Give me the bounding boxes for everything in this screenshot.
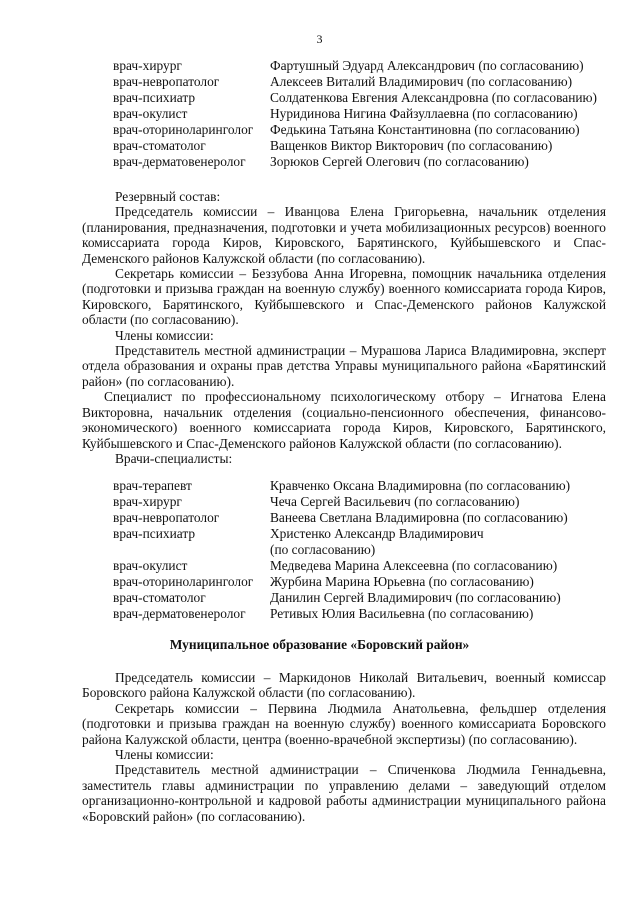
- main-specialists-list: [113, 58, 623, 170]
- borovsk-section: [82, 670, 606, 824]
- doctor-role: врач-стоматолог: [113, 590, 206, 605]
- specialist-role: врач-оториноларинголог: [113, 122, 254, 137]
- specialist-name: Солдатенкова Евгения Александровна (по согласованию): [270, 90, 597, 105]
- specialist-row: [113, 74, 623, 90]
- doctor-name: Медведева Марина Алексеевна (по согласованию): [270, 558, 558, 573]
- doctor-role: врач-терапевт: [113, 478, 192, 493]
- specialist-name: Федькина Татьяна Константиновна (по согласованию): [270, 122, 580, 137]
- doctor-name: (по согласованию): [270, 542, 376, 557]
- reserve-doctors-list: [113, 478, 623, 622]
- specialist-row: [113, 122, 623, 138]
- specialist-row: [113, 106, 623, 122]
- specialist-name: Ващенков Виктор Викторович (по согласованию): [270, 138, 553, 153]
- borovsk-admin-rep: Представитель местной администрации – Спиченкова Людмила Геннадьевна, заместитель главы администрации по управлению делами – заведующий отделом организационно-контрольной и кадровой работы администрации муниципального района «Боровский район» (по согласованию).: [82, 762, 606, 824]
- specialist-role: врач-окулист: [113, 106, 188, 121]
- doctor-name: Христенко Александр Владимирович: [270, 526, 484, 541]
- specialist-role: врач-невропатолог: [113, 74, 220, 89]
- specialist-row: [113, 90, 623, 106]
- doctor-role: врач-оториноларинголог: [113, 574, 254, 589]
- doctor-name: Журбина Марина Юрьевна (по согласованию): [270, 574, 534, 589]
- doctor-row-continued: [113, 542, 623, 558]
- doctor-name: Чеча Сергей Васильевич (по согласованию): [270, 494, 520, 509]
- section-heading-borovsk: Муниципальное образование «Боровский район»: [169, 637, 470, 652]
- reserve-title: Резервный состав:: [115, 189, 221, 204]
- reserve-section: [82, 189, 606, 466]
- specialist-row: [113, 138, 623, 154]
- doctor-row: [113, 478, 623, 494]
- doctor-role: [113, 542, 270, 558]
- doctor-name: Ванеева Светлана Владимировна (по согласованию): [270, 510, 568, 525]
- reserve-secretary: Секретарь комиссии – Беззубова Анна Игоревна, помощник начальника отделения (подготовки и призыва граждан на военную службу) военного комиссариата города Киров, Кировского, Барятинского, Куйбышевского и Спас-Деменского районов Калужской области (по согласованию).: [82, 266, 606, 328]
- doctor-role: врач-невропатолог: [113, 510, 220, 525]
- specialist-name: Нуридинова Нигина Файзуллаевна (по согласованию): [270, 106, 578, 121]
- reserve-psychologist: Специалист по профессиональному психологическому отбору – Игнатова Елена Викторовна, начальник отделения (социально-пенсионного обеспечения, финансово-экономического) военного комиссариата города Киров, Кировского, Барятинского, Куйбышевского и Спас-Деменского районов Калужской области (по согласованию).: [82, 389, 606, 451]
- reserve-doctors-label: Врачи-специалисты:: [115, 450, 233, 466]
- reserve-members-label: Члены комиссии:: [115, 327, 214, 343]
- specialist-role: врач-хирург: [113, 58, 182, 73]
- doctor-row: [113, 606, 623, 622]
- doctor-row: [113, 526, 623, 542]
- reserve-admin-rep: Представитель местной администрации – Мурашова Лариса Владимировна, эксперт отдела образования и охраны прав детства Управы муниципального района «Барятинский район» (по согласованию).: [82, 343, 606, 389]
- specialist-name: Фартушный Эдуард Александрович (по согласованию): [270, 58, 584, 73]
- doctor-row: [113, 574, 623, 590]
- specialist-row: [113, 154, 623, 170]
- doctor-row: [113, 494, 623, 510]
- doctor-role: врач-дерматовенеролог: [113, 606, 246, 621]
- doctor-name: Ретивых Юлия Васильевна (по согласованию): [270, 606, 534, 621]
- specialist-role: врач-стоматолог: [113, 138, 206, 153]
- doctor-row: [113, 558, 623, 574]
- borovsk-members-label: Члены комиссии:: [115, 747, 214, 763]
- page-number: 3: [316, 32, 323, 46]
- doctor-role: врач-психиатр: [113, 526, 196, 541]
- doctor-name: Данилин Сергей Владимирович (по согласованию): [270, 590, 561, 605]
- specialist-role: врач-дерматовенеролог: [113, 154, 246, 169]
- doctor-role: врач-окулист: [113, 558, 188, 573]
- doctor-name: Кравченко Оксана Владимировна (по согласованию): [270, 478, 571, 493]
- doctor-row: [113, 590, 623, 606]
- doctor-row: [113, 510, 623, 526]
- specialist-name: Алексеев Виталий Владимирович (по согласованию): [270, 74, 573, 89]
- specialist-role: врач-психиатр: [113, 90, 196, 105]
- borovsk-secretary: Секретарь комиссии – Первина Людмила Анатольевна, фельдшер отделения (подготовки и призыва граждан на военную службу) военного комиссариата Боровского района Калужской области, центра (военно-врачебной экспертизы) (по согласованию).: [82, 700, 606, 747]
- borovsk-chairman: Председатель комиссии – Маркидонов Николай Витальевич, военный комиссар Боровского района Калужской области (по согласованию).: [82, 670, 606, 701]
- reserve-chairman: Председатель комиссии – Иванцова Елена Григорьевна, начальник отделения (планирования, предназначения, подготовки и учета мобилизационных ресурсов) военного комиссариата города Киров, Кировского, Барятинского, Куйбышевского и Спас-Деменского районов Калужской области (по согласованию).: [82, 204, 606, 266]
- specialist-row: [113, 58, 623, 74]
- doctor-role: врач-хирург: [113, 494, 182, 509]
- specialist-name: Зорюков Сергей Олегович (по согласованию): [270, 154, 529, 169]
